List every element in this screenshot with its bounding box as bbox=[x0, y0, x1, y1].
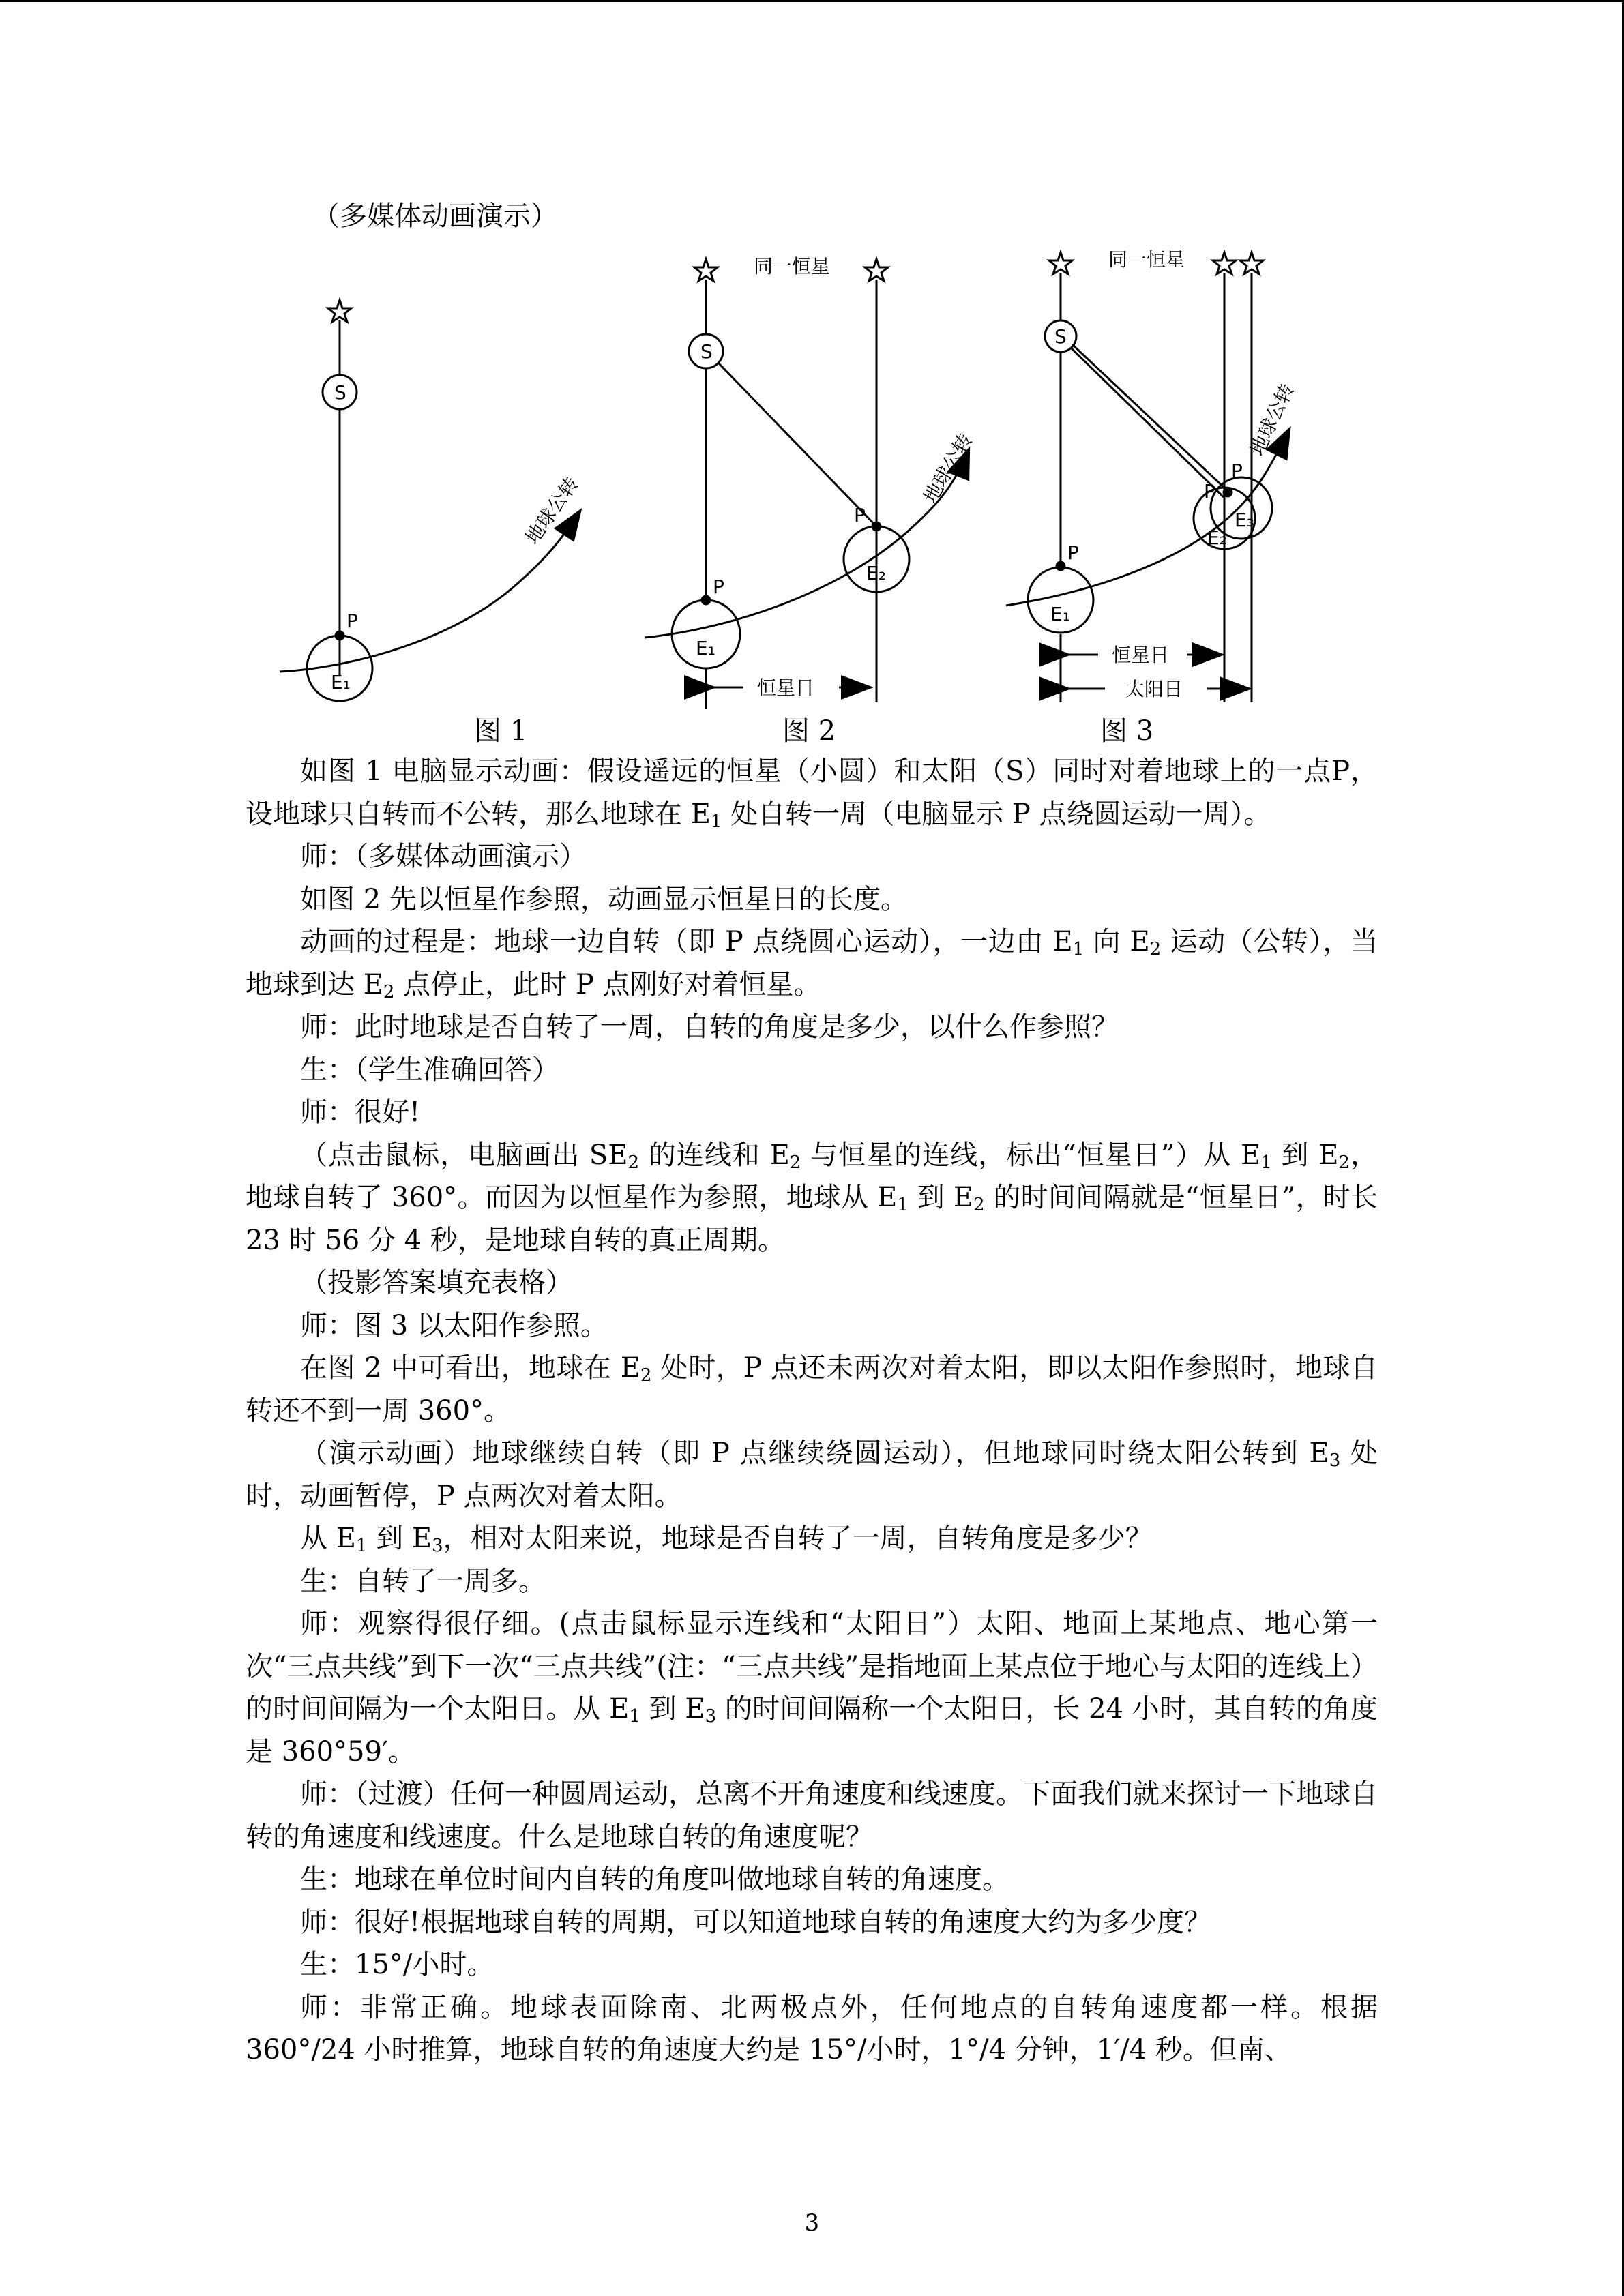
star-icon bbox=[1240, 252, 1263, 274]
fig3-s-label: S bbox=[1054, 325, 1067, 348]
fig3-revolution-label: 地球公转 bbox=[1245, 380, 1299, 459]
body-text bbox=[246, 750, 1378, 2072]
paragraph: 从 $E_1$ 到 $E_3$，相对太阳来说，地球是否自转了一周，自转角度是多少？ bbox=[300, 1523, 1153, 1556]
fig1-p-label: P bbox=[346, 610, 358, 632]
paragraph: 师：很好! bbox=[300, 1097, 421, 1128]
fig1-e1-label: E₁ bbox=[331, 671, 351, 694]
star-icon bbox=[1213, 252, 1236, 274]
fig2-e2-label: E₂ bbox=[866, 562, 886, 584]
paragraph: （演示动画）地球继续自转（即 P 点继续绕圆运动），但地球同时绕太阳公转到 $E_3$ 处时，动画暂停，P 点两次对着太阳。 bbox=[246, 1437, 1378, 1512]
fig3-p-label: P bbox=[1067, 541, 1079, 564]
fig3-star-label: 同一恒星 bbox=[1108, 248, 1185, 271]
fig3-e2-label: E₂ bbox=[1207, 526, 1227, 549]
fig3-p2-label: P bbox=[1204, 480, 1215, 503]
paragraph: 如图 2 先以恒星作参照，动画显示恒星日的长度。 bbox=[300, 883, 908, 915]
paragraph: 师：观察得很仔细。(点击鼠标显示连线和“太阳日”）太阳、地面上某地点、地心第一次“三点共线”到下一次“三点共线”(注：“三点共线”是指地面上某点位于地心与太阳的连线上）的时间间隔为一个太阳日。从 $E_1$ 到 $E_3$ 的时间间隔称一个太阳日，长 24 小时，其自转的角度是 360°59′。 bbox=[246, 1608, 1378, 1768]
paragraph: 动画的过程是：地球一边自转（即 P 点绕圆心运动），一边由 $E_1$ 向 $E_2$ 运动（公转），当地球到达 $E_2$ 点停止，此时 P 点刚好对着恒星。 bbox=[246, 926, 1378, 1002]
paragraph: 如图 1 电脑显示动画：假设遥远的恒星（小圆）和太阳（S）同时对着地球上的一点P，设地球只自转而不公转，那么地球在 $E_1$ 处自转一周（电脑显示 P 点绕圆运动一周）。 bbox=[246, 756, 1378, 832]
fig3-sidereal-label: 恒星日 bbox=[1112, 644, 1170, 666]
fig1-revolution-label: 地球公转 bbox=[520, 473, 583, 549]
fig2-p-label: P bbox=[713, 576, 724, 598]
paragraph: 师：此时地球是否自转了一周，自转的角度是多少，以什么作参照？ bbox=[300, 1011, 1119, 1043]
fig2-revolution-label: 地球公转 bbox=[919, 429, 977, 507]
figure-1 bbox=[280, 300, 580, 701]
paragraph: 生：自转了一周多。 bbox=[300, 1565, 546, 1597]
figure-2 bbox=[645, 259, 969, 709]
paragraph: 师：很好!根据地球自转的周期，可以知道地球自转的角速度大约为多少度？ bbox=[300, 1906, 1212, 1938]
fig2-p2-label: P bbox=[854, 504, 866, 526]
top-border bbox=[0, 0, 1624, 2]
figures-diagram bbox=[266, 232, 1299, 716]
fig2-s-label: S bbox=[700, 340, 713, 363]
paragraph: （点击鼠标，电脑画出 $SE_2$ 的连线和 $E_2$ 与恒星的连线，标出“恒星日”）从 $E_1$ 到 $E_2$，地球自转了 360°。而因为以恒星作为参照，地球从 $E_1$ 到 $E_2$ 的时间间隔就是“恒星日”，时长 23 时 56 分 4 秒，是地球自转的真正周期。 bbox=[246, 1139, 1378, 1256]
paragraph: 师：非常正确。地球表面除南、北两极点外，任何地点的自转角速度都一样。根据 360°/24 小时推算，地球自转的角速度大约是 15°/小时，1°/4 分钟，1′/4 秒。但南、 bbox=[246, 1991, 1378, 2066]
fig3-e3-label: E₃ bbox=[1235, 509, 1254, 531]
animation-caption: （多媒体动画演示） bbox=[312, 200, 558, 232]
fig2-star-label: 同一恒星 bbox=[754, 255, 831, 278]
star-icon bbox=[1049, 252, 1072, 274]
paragraph: 生：（学生准确回答） bbox=[300, 1054, 559, 1086]
fig2-sidereal-label: 恒星日 bbox=[757, 676, 815, 699]
figure-1-caption: 图 1 bbox=[474, 715, 528, 747]
star-icon bbox=[694, 259, 718, 281]
figures-area bbox=[266, 232, 1299, 716]
paragraph: 生：15°/小时。 bbox=[300, 1949, 494, 1980]
paragraph: 生：地球在单位时间内自转的角度叫做地球自转的角速度。 bbox=[300, 1864, 1009, 1895]
paragraph: 师：（过渡）任何一种圆周运动，总离不开角速度和线速度。下面我们就来探讨一下地球自转的角速度和线速度。什么是地球自转的角速度呢？ bbox=[246, 1778, 1378, 1853]
paragraph: 师：图 3 以太阳作参照。 bbox=[300, 1309, 608, 1341]
star-icon bbox=[865, 259, 888, 281]
figure-3 bbox=[1006, 252, 1289, 702]
paragraph: 师：（多媒体动画演示） bbox=[300, 841, 587, 872]
paragraph: 在图 2 中可看出，地球在 $E_2$ 处时，P 点还未两次对着太阳，即以太阳作参照时，地球自转还不到一周 360°。 bbox=[246, 1352, 1378, 1427]
figure-3-caption: 图 3 bbox=[1100, 715, 1154, 747]
page-number: 3 bbox=[804, 2209, 820, 2237]
fig2-e1-label: E₁ bbox=[696, 637, 715, 659]
star-icon bbox=[328, 300, 351, 322]
figure-2-caption: 图 2 bbox=[782, 715, 836, 747]
fig3-solar-label: 太阳日 bbox=[1125, 678, 1183, 700]
fig3-e1-label: E₁ bbox=[1050, 603, 1070, 625]
fig3-p3-label: P bbox=[1231, 460, 1243, 482]
paragraph: （投影答案填充表格） bbox=[300, 1267, 573, 1298]
fig1-s-label: S bbox=[334, 381, 346, 404]
